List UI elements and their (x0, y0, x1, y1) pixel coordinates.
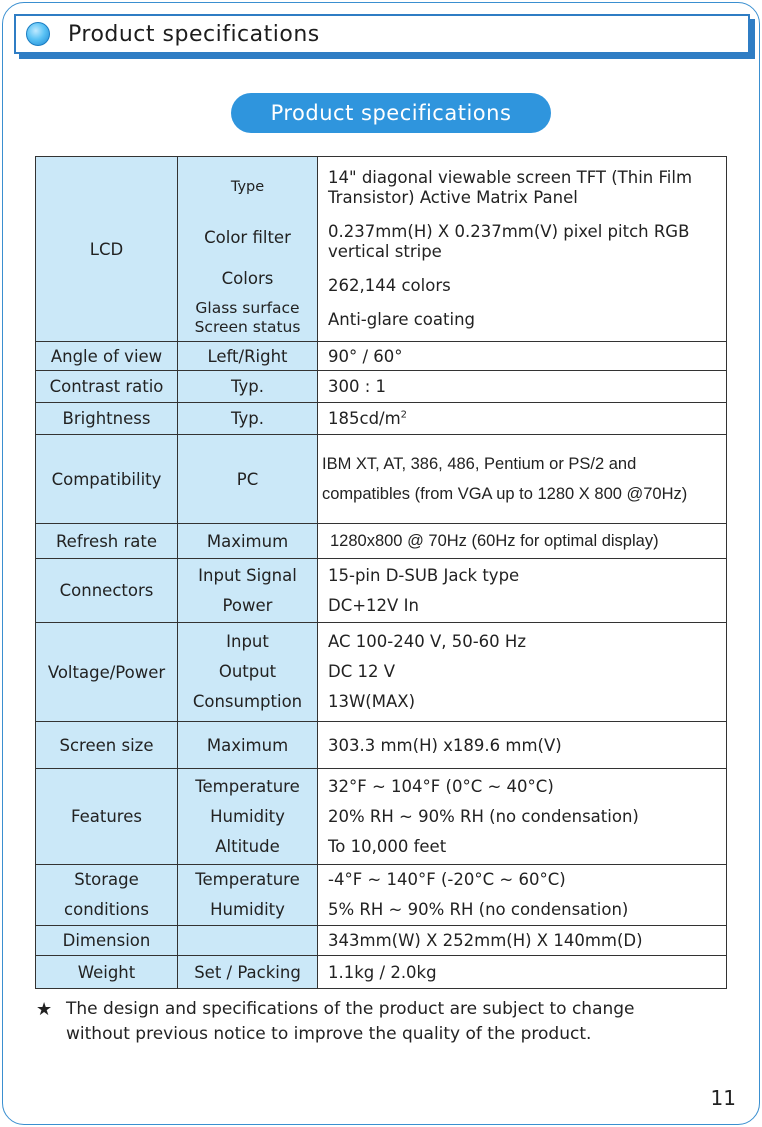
table-row (36, 559, 727, 623)
header-bar (14, 14, 750, 54)
table-row (36, 403, 727, 435)
val-line: 32°F ~ 104°F (0°C ~ 40°C) (328, 776, 554, 796)
footnote (36, 997, 716, 1047)
table-row (36, 435, 727, 524)
val-line: -4°F ~ 140°F (-20°C ~ 60°C) (328, 870, 566, 889)
sub-color-filter: Color filter (204, 227, 291, 247)
superscript: 2 (400, 409, 408, 421)
sub-line: Humidity (210, 806, 285, 826)
label-line: Storage (74, 870, 139, 889)
row-sub (178, 559, 318, 623)
row-value (318, 403, 727, 435)
row-label: Contrast ratio (36, 371, 178, 403)
row-sub (178, 926, 318, 956)
bullet-dot-icon (26, 22, 50, 46)
val-line: Transistor) Active Matrix Panel (328, 188, 578, 207)
row-sub: Typ. (178, 403, 318, 435)
table-row (36, 722, 727, 769)
sub-line: Power (222, 595, 273, 615)
row-sub: Maximum (178, 722, 318, 769)
sub-colors: Colors (221, 268, 274, 288)
val-line: DC 12 V (328, 662, 395, 681)
sub-screen-status: Screen status (194, 317, 301, 336)
val-line: DC+12V In (328, 595, 419, 615)
row-label: Weight (36, 956, 178, 989)
row-label: Brightness (36, 403, 178, 435)
row-sub: Set / Packing (178, 956, 318, 989)
val-line: IBM XT, AT, 386, 486, Pentium or PS/2 and (322, 455, 637, 473)
row-value: 343mm(W) X 252mm(H) X 140mm(D) (318, 926, 727, 956)
row-label: Dimension (36, 926, 178, 956)
sub-line: Output (218, 662, 277, 681)
row-value: 303.3 mm(H) x189.6 mm(V) (318, 722, 727, 769)
sub-line: Humidity (210, 900, 285, 919)
row-label: Connectors (36, 559, 178, 623)
row-label: LCD (36, 157, 178, 342)
row-value: 1.1kg / 2.0kg (318, 956, 727, 989)
row-label: Compatibility (36, 435, 178, 524)
section-title-pill (231, 93, 551, 133)
row-value (318, 623, 727, 722)
star-icon: ★ (36, 999, 53, 1020)
sub-type: Type (230, 178, 265, 195)
table-row (36, 769, 727, 865)
row-sub: Typ. (178, 371, 318, 403)
row-value (318, 435, 727, 524)
row-value: 90° / 60° (318, 342, 727, 371)
sub-line: Input Signal (198, 565, 297, 585)
row-sub (178, 865, 318, 926)
row-sub (178, 769, 318, 865)
row-label: Features (36, 769, 178, 865)
val-line: 14" diagonal viewable screen TFT (Thin Film (328, 168, 693, 187)
val-line: AC 100-240 V, 50-60 Hz (328, 632, 526, 651)
row-sub (178, 157, 318, 342)
row-sub: Maximum (178, 524, 318, 559)
section-title: Product specifications (270, 101, 512, 125)
sub-line: Temperature (195, 776, 300, 796)
row-label: Angle of view (36, 342, 178, 371)
sub-line: Altitude (215, 836, 280, 856)
row-value (318, 769, 727, 865)
row-sub: PC (178, 435, 318, 524)
table-row (36, 342, 727, 371)
table-row (36, 865, 727, 926)
row-value: 300 : 1 (318, 371, 727, 403)
row-value (318, 157, 727, 342)
page-number: 11 (710, 1086, 736, 1110)
row-sub: Left/Right (178, 342, 318, 371)
table-row (36, 926, 727, 956)
row-label: Voltage/Power (36, 623, 178, 722)
val-line: 13W(MAX) (328, 692, 416, 711)
label-line: conditions (64, 900, 149, 919)
val-line: 0.237mm(H) X 0.237mm(V) pixel pitch RGB (328, 222, 690, 241)
row-label (36, 865, 178, 926)
val-line: vertical stripe (328, 242, 442, 261)
val-line: 15-pin D-SUB Jack type (328, 565, 520, 585)
sub-line: Consumption (192, 692, 303, 711)
table-row (36, 524, 727, 559)
row-value: 1280x800 @ 70Hz (60Hz for optimal display) (318, 524, 727, 559)
sub-line: Temperature (195, 870, 300, 889)
row-value (318, 865, 727, 926)
row-value (318, 559, 727, 623)
table-row (36, 371, 727, 403)
sub-line: Input (226, 632, 269, 651)
brightness-value: 185cd/m (328, 409, 401, 428)
val-line: Anti-glare coating (328, 310, 476, 329)
sub-glass-surface: Glass surface (195, 298, 300, 317)
val-line: 262,144 colors (328, 276, 451, 295)
header-title: Product specifications (68, 21, 320, 47)
val-line: compatibles (from VGA up to 1280 X 800 @70Hz) (322, 485, 688, 503)
table-row (36, 157, 727, 342)
spec-table (35, 156, 727, 989)
val-line: 5% RH ~ 90% RH (no condensation) (328, 900, 629, 919)
row-label: Screen size (36, 722, 178, 769)
footnote-line: without previous notice to improve the quality of the product. (66, 1024, 592, 1044)
table-row (36, 956, 727, 989)
val-line: 20% RH ~ 90% RH (no condensation) (328, 806, 639, 826)
table-row (36, 623, 727, 722)
footnote-line: The design and specifications of the product are subject to change (66, 999, 635, 1019)
row-sub (178, 623, 318, 722)
row-label: Refresh rate (36, 524, 178, 559)
val-line: To 10,000 feet (328, 836, 447, 856)
